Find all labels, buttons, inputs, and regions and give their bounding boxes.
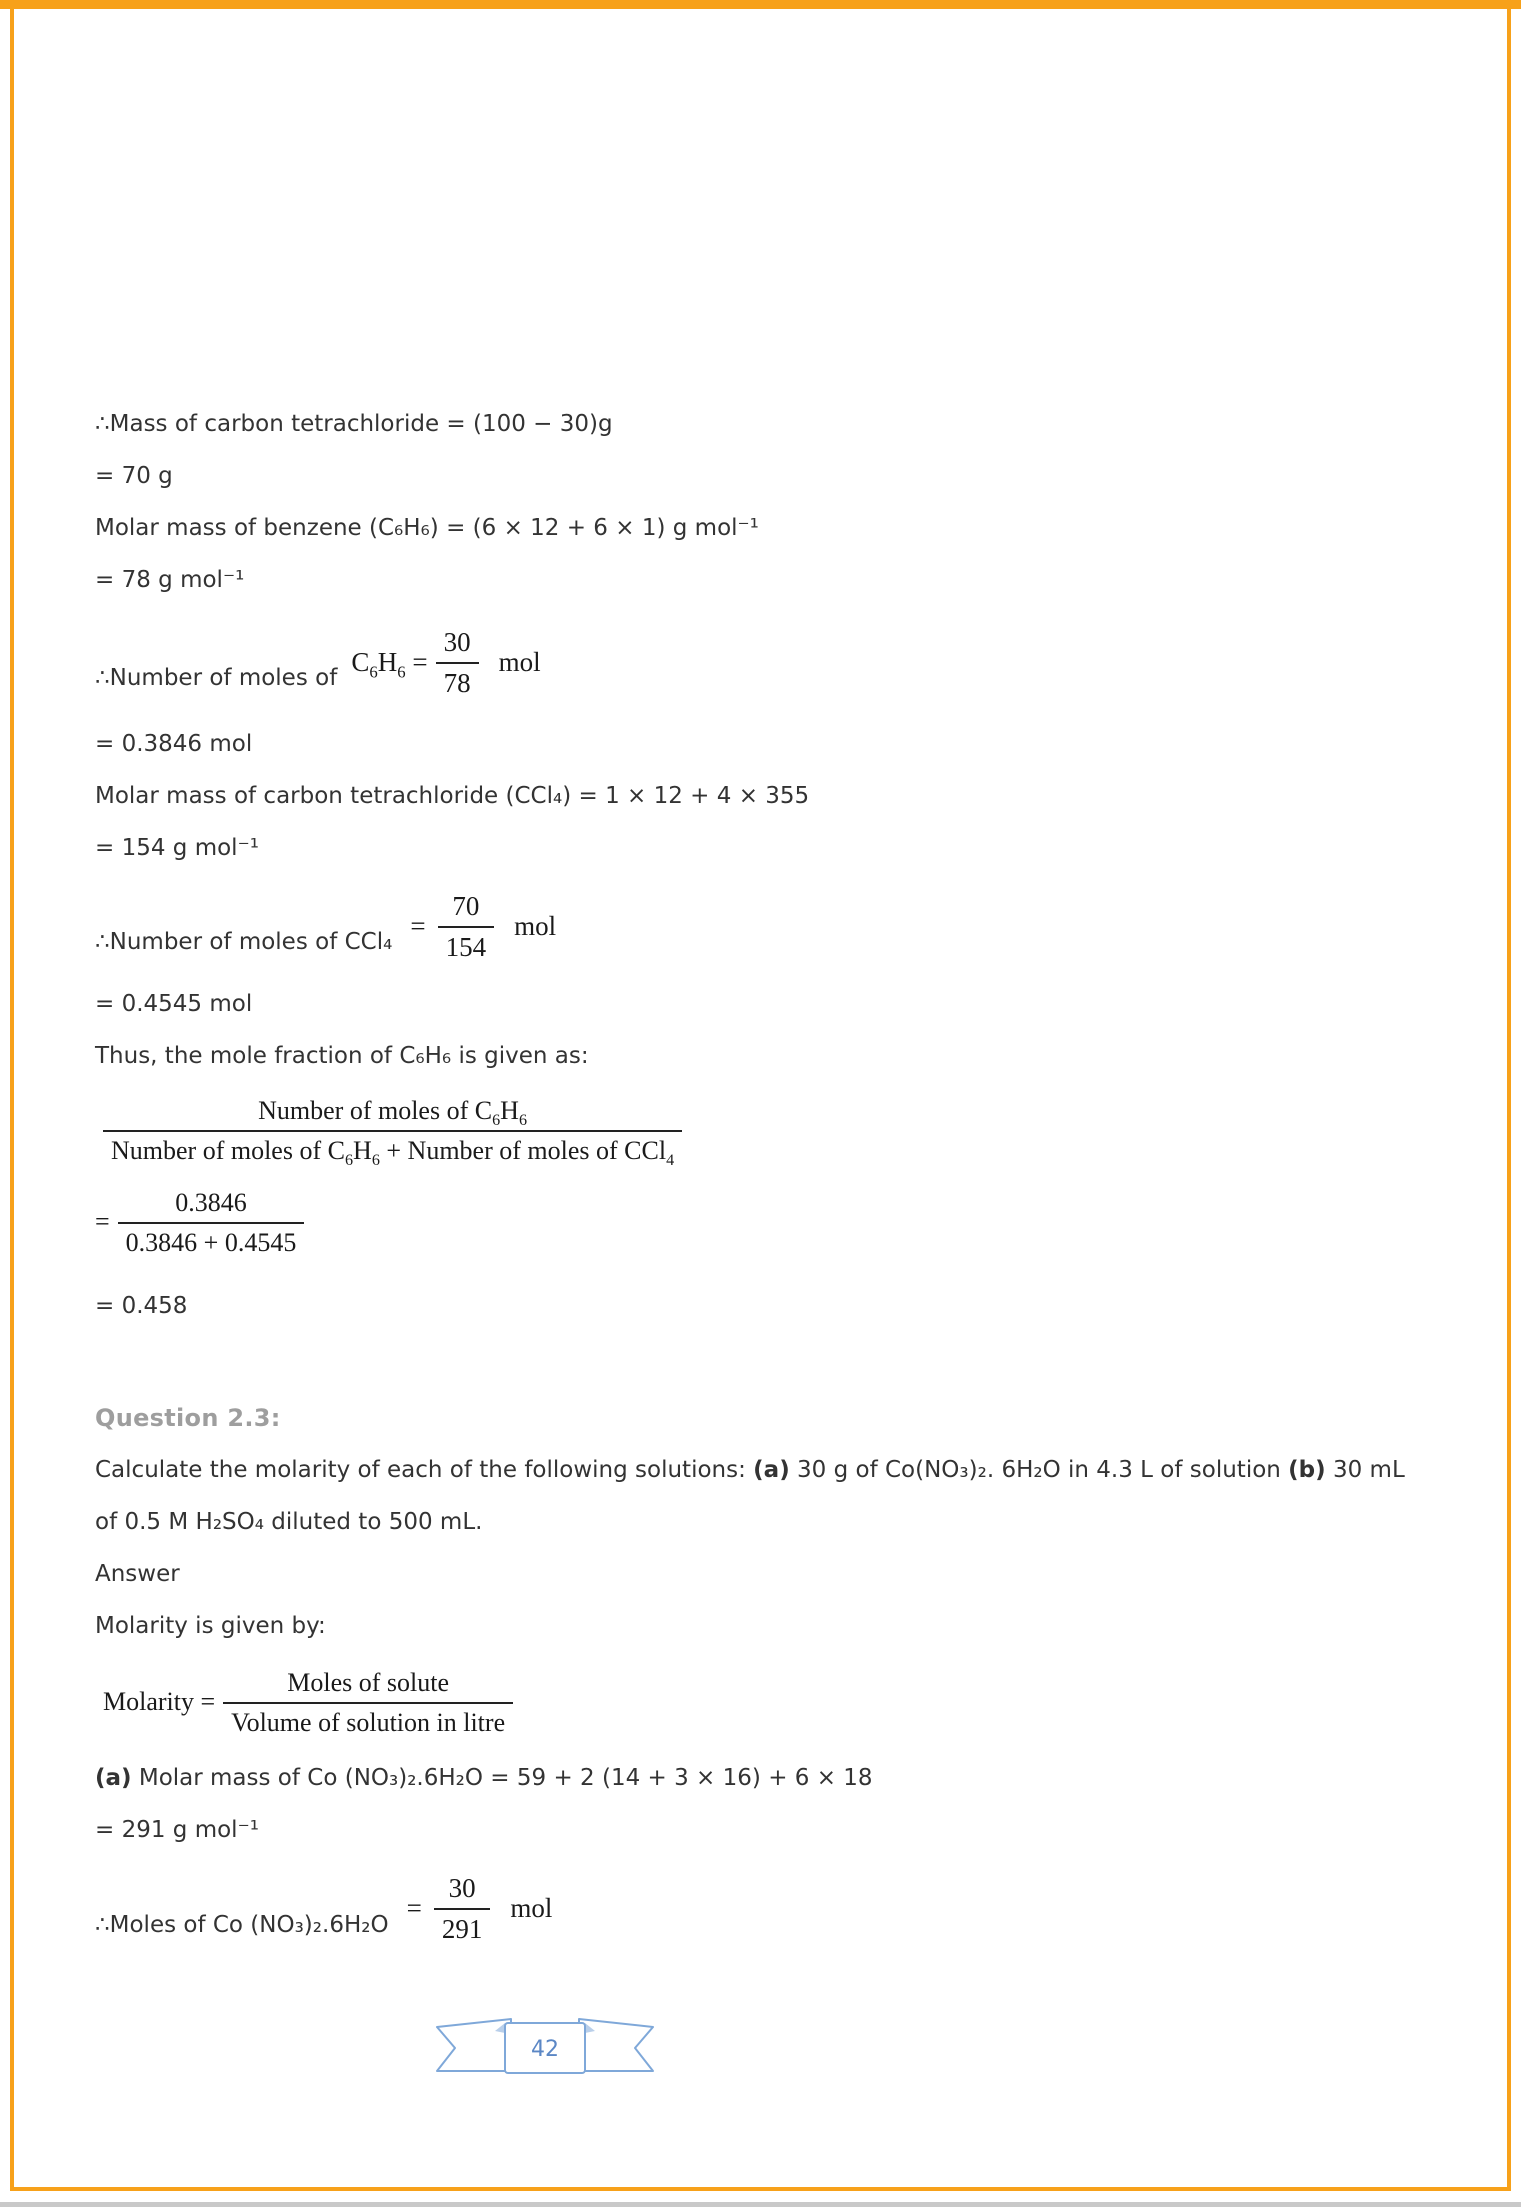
mole-fraction-values-formula <box>95 1174 1406 1270</box>
formula-expression <box>351 626 540 699</box>
molar-mass-benzene-line: Molar mass of benzene (C₆H₆) = (6 × 12 + 6 × 1) g mol⁻¹ <box>95 515 759 541</box>
option-a-label: (a) <box>753 1457 790 1483</box>
moles-cct-result: = 0.4545 mol <box>95 991 253 1017</box>
answer-label: Answer <box>95 1561 180 1587</box>
fraction-denominator: 78 <box>443 667 471 698</box>
mass-cct-result: = 70 g <box>95 463 173 489</box>
mole-fraction-result: = 0.458 <box>95 1293 188 1319</box>
moles-benzene-formula <box>95 606 1406 718</box>
equals-sign: = <box>95 1207 110 1236</box>
fraction <box>223 1667 513 1738</box>
part-a-text: Molar mass of Co (NO₃)₂.6H₂O = 59 + 2 (14 + 3 × 16) + 6 × 18 <box>131 1765 873 1791</box>
page-border-top <box>0 0 1521 9</box>
equals-sign: = <box>406 1893 422 1923</box>
formula-expression <box>406 890 556 963</box>
molar-mass-cct-result: = 154 g mol⁻¹ <box>95 835 259 861</box>
fraction-numerator: Number of moles of $C_6H_6$ <box>103 1095 682 1132</box>
part-a-molar-mass-line <box>95 1752 1406 1804</box>
mole-fraction-formula <box>95 1086 1406 1174</box>
fraction-numerator: 30 <box>436 626 479 664</box>
fraction-numerator: Moles of solute <box>223 1667 513 1704</box>
molar-mass-cct-line: Molar mass of carbon tetrachloride (CCl₄) = 1 × 12 + 4 × 355 <box>95 783 810 809</box>
page-number: 42 <box>531 2037 559 2062</box>
question-part-2: 30 g of Co(NO₃)₂. 6H₂O in 4.3 L of solution <box>789 1457 1289 1483</box>
fraction <box>434 1872 491 1945</box>
question-part-3: 30 mL of 0.5 M H₂SO₄ diluted to 500 mL. <box>95 1457 1405 1535</box>
formula-lhs: Molarity = <box>103 1687 216 1716</box>
page-number-banner <box>435 2009 655 2089</box>
molarity-intro: Molarity is given by: <box>95 1613 326 1639</box>
fraction-denominator: 0.3846 + 0.4545 <box>125 1227 297 1257</box>
mass-cct-line: ∴Mass of carbon tetrachloride = (100 − 30)g <box>95 411 613 437</box>
fraction-numerator: 70 <box>438 890 495 928</box>
part-a-molar-mass-result: = 291 g mol⁻¹ <box>95 1817 259 1843</box>
option-b-label: (b) <box>1288 1457 1326 1483</box>
fraction-denominator: 154 <box>445 931 487 962</box>
page-content <box>95 398 1406 2089</box>
formula-unit: mol <box>514 910 557 941</box>
fraction-numerator: 30 <box>434 1872 491 1910</box>
ribbon-icon <box>435 2009 655 2089</box>
fraction-denominator: Volume of solution in litre <box>231 1707 506 1737</box>
mole-fraction-intro: Thus, the mole fraction of C₆H₆ is given as: <box>95 1043 589 1069</box>
fraction-denominator: Number of moles of $C_6H_6$ + Number of moles of CCl$_4$ <box>111 1135 675 1169</box>
page-bottom-edge <box>0 2202 1521 2207</box>
question-text <box>95 1444 1406 1548</box>
ribbon-right-tail <box>579 2019 653 2071</box>
formula-prefix: ∴Number of moles of <box>95 665 338 691</box>
equals-sign: = <box>410 910 426 941</box>
formula-expression <box>403 1872 553 1945</box>
molarity-formula <box>95 1652 1406 1752</box>
moles-benzene-result: = 0.3846 mol <box>95 731 253 757</box>
formula-prefix: ∴Number of moles of CCl₄ <box>95 929 393 955</box>
moles-cct-formula <box>95 874 1406 978</box>
fraction <box>436 626 479 699</box>
formula-unit: mol <box>510 1893 553 1923</box>
question-part-1: Calculate the molarity of each of the following solutions: <box>95 1457 754 1483</box>
fraction-denominator: 291 <box>441 1914 483 1944</box>
question-heading: Question 2.3: <box>95 1404 281 1432</box>
fraction <box>438 890 495 963</box>
formula-prefix: ∴Moles of Co (NO₃)₂.6H₂O <box>95 1911 389 1938</box>
fraction <box>118 1187 305 1258</box>
fraction-numerator: 0.3846 <box>118 1187 305 1224</box>
fraction <box>103 1095 682 1169</box>
ribbon-left-tail <box>437 2019 511 2071</box>
molar-mass-benzene-result: = 78 g mol⁻¹ <box>95 567 245 593</box>
formula-unit: mol <box>498 646 541 677</box>
part-a-label: (a) <box>95 1765 132 1791</box>
moles-co-formula <box>95 1856 1406 1961</box>
formula-lhs: $C_6H_6$ = <box>351 646 428 681</box>
